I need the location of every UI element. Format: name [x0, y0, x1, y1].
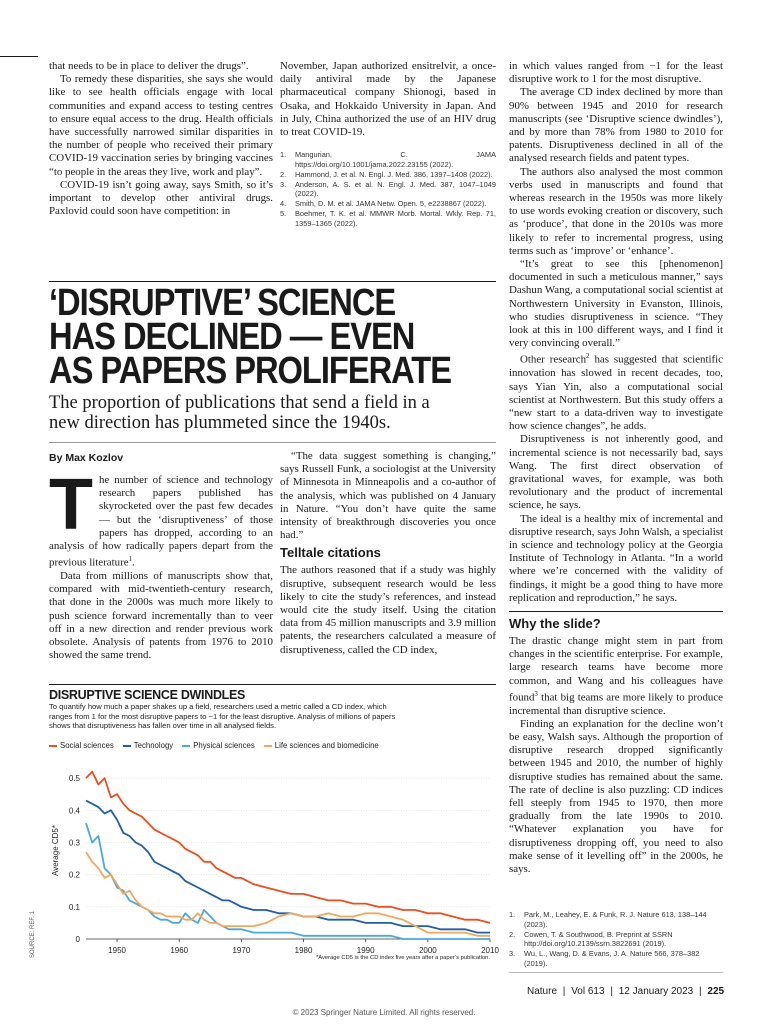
reference-list-article	[509, 910, 723, 969]
reference-list-top	[280, 150, 496, 228]
headline-line: AS PAPERS PROLIFERATE	[49, 350, 452, 392]
page-footer: Nature | Vol 613 | 12 January 2023 | 225	[527, 986, 725, 997]
chart-legend	[49, 741, 388, 750]
article-headline	[49, 282, 452, 392]
legend-item	[182, 741, 255, 750]
continued-column-middle	[280, 60, 496, 229]
reference-item: 3. Wu, L., Wang, D. & Evans, J. A. Nature 566, 378–382 (2019).	[509, 949, 700, 968]
continued-paragraph: COVID-19 isn’t going away, says Smith, so it’s important to develop other antiviral drugs. Paxlovid could soon have competition: in	[49, 178, 273, 218]
journal-name: Nature	[527, 986, 558, 997]
page-number: 225	[707, 986, 725, 997]
article-column-middle	[280, 450, 496, 657]
figure-footnote: *Average CD5 is the CD index five years after a paper’s publication.	[316, 955, 491, 961]
reference-item: 2. Hammond, J. et al. N. Engl. J. Med. 386, 1397–1408 (2022).	[280, 169, 493, 179]
continued-paragraph: that needs to be in place to deliver the drugs”.	[49, 60, 249, 72]
continued-paragraph: To remedy these disparities, she says she would like to see health officials engage with local communities and expand access to testing centres to ensure equal access to the drug. Health officials have successfully narrowed similar disparities in the number of people who received their primary COVID-19 vaccination series by bringing vaccines “to people in the areas they live, work and play”.	[49, 73, 273, 178]
x-tick-label: 1980	[294, 946, 313, 955]
body-paragraph: Other research$^2$ has suggested that scientific innovation has slowed in recent decades, too, says Yian Yin, also a computational social scientist at Northwestern. But this study offers a “new start to a data-driven way to investigate how science changes”, he adds.	[509, 352, 723, 433]
section-heading: Why the slide?	[509, 611, 723, 632]
disruptiveness-chart	[44, 752, 499, 984]
copyright-notice: © 2023 Springer Nature Limited. All rights reserved.	[292, 1008, 476, 1017]
article-column-right	[509, 60, 723, 876]
footer-rule	[509, 972, 723, 973]
continued-paragraph: November, Japan authorized ensitrelvir, a once-daily antiviral made by the Japanese pharmaceutical company Shionogi, based in Osaka, and Hokkaido University in Japan. And in July, China authorized the use of an HIV drug to treat COVID-19.	[280, 60, 496, 139]
y-tick-label: 0.5	[68, 774, 80, 784]
body-paragraph: Finding an explanation for the decline won’t be easy, Walsh says. Although the proportion of disruptive research dropped significantly between 1945 and 2010, the number of highly disruptive studies has remained about the same. The rate of decline is also puzzling: CD indices fell steeply from 1945 to 1970, then more gradually from the late 1990s to 2010. “Whatever explanation you have for disruptiveness dropping off, you need to also make sense of it levelling off” in the 2000s, he says.	[509, 717, 723, 876]
legend-label: Technology	[133, 741, 174, 750]
byline: By Max Kozlov	[49, 452, 124, 464]
x-tick-label: 2000	[418, 946, 437, 955]
series-line	[86, 772, 490, 923]
issue-date: 12 January 2023	[618, 986, 694, 997]
legend-swatch	[264, 745, 272, 747]
standfirst: The proportion of publications that send a field in a new direction has plummeted since the 1940s.	[49, 393, 430, 433]
figure-source: SOURCE: REF. 1	[30, 910, 36, 958]
drop-cap: T	[49, 465, 93, 545]
x-tick-label: 1950	[108, 946, 126, 955]
y-tick-label: 0	[75, 935, 80, 944]
x-tick-label: 1960	[170, 946, 189, 955]
legend-swatch	[49, 745, 57, 747]
body-paragraph: Disruptiveness is not inherently good, and incremental science is not necessarily bad, says Wang. The first direct observation of gravitational waves, for example, was both revolutionary and the product of incremental science, he says.	[509, 433, 723, 512]
x-tick-label: 1990	[356, 946, 375, 955]
section-heading: Telltale citations	[280, 545, 381, 561]
reference-item: 5. Boehmer, T. K. et al. MMWR Morb. Mortal. Wkly. Rep. 71, 1359–1365 (2022).	[280, 209, 496, 228]
lead-paragraph: The number of science and technology research papers published has skyrocketed over the past few decades — but the ‘disruptiveness’ of those papers has dropped, according to an analysis of how radically papers depart from the previous literature$^1$.	[49, 465, 273, 569]
reference-item: 1. Park, M., Leahey, E. & Funk, R. J. Nature 613, 138–144 (2023).	[509, 910, 707, 929]
y-tick-label: 0.2	[68, 870, 80, 880]
body-paragraph: The ideal is a healthy mix of incremental and disruptive research, says John Walsh, a specialist in science and technology policy at the Georgia Institute of Technology in Atlanta. “In a world where we’re concerned with the validity of findings, it might be a good thing to have more replication and reproduction,” he says.	[509, 512, 723, 604]
body-paragraph: The authors also analysed the most common verbs used in manuscripts and found that whereas research in the 1950s was more likely to use words evoking creation or discovery, such as ‘produce’, that done in the 2010s was more likely to refer to incremental progress, using terms such as ‘improve’ or ‘enhance’.	[509, 165, 723, 257]
y-tick-label: 0.4	[68, 806, 80, 816]
body-paragraph: “It’s great to see this [phenomenon] documented in such a meticulous manner,” says Dashun Wang, a computational social scientist at Northwestern University in Evanston, Illinois, who studies disruptiveness in science. “They look at this in 100 different ways, and I find it very convincing overall.”	[509, 258, 723, 350]
continued-column-left	[49, 60, 273, 218]
headline-line: ‘DISRUPTIVE’ SCIENCE	[49, 282, 396, 324]
body-paragraph: The average CD index declined by more than 90% between 1945 and 2010 for research manuscripts (see ‘Disruptive science dwindles’), and by more than 78% from 1980 to 2010 for patents. Disruptiveness declined in all of the analysed research fields and patent types.	[509, 86, 723, 165]
body-paragraph: in which values ranged from −1 for the least disruptive work to 1 for the most disruptive.	[509, 60, 723, 86]
legend-swatch	[182, 745, 190, 747]
article-column-left	[49, 465, 273, 662]
reference-item: 2. Cowen, T. & Southwood, B. Preprint at SSRN http://doi.org/10.2139/ssrn.3822691 (2019).	[509, 929, 673, 949]
reference-item: 4. Smith, D. M. et al. JAMA Netw. Open. 5, e2238867 (2022).	[280, 199, 487, 209]
x-tick-label: 2010	[481, 946, 499, 955]
x-tick-label: 1970	[232, 946, 251, 955]
body-paragraph: The drastic change might stem in part from changes in the scientific enterprise. For example, large research teams have become more common, and Wang and his colleagues have found$^3$ that big teams are more likely to produce incremental than disruptive science.	[509, 634, 723, 717]
y-axis-label: Average CD5*	[51, 825, 60, 876]
y-tick-label: 0.3	[68, 838, 80, 848]
body-paragraph: Data from millions of manuscripts show that, compared with mid-twentieth-century research, that done in the 2000s was much more likely to push science forward incrementally than to veer off in a new direction and render previous work obsolete. Analysis of patents from 1976 to 2010 showed the same trend.	[49, 570, 273, 662]
body-paragraph: The authors reasoned that if a study was highly disruptive, subsequent research would be less likely to cite the study’s references, and instead would cite the study itself. Using the citation data from 45 million manuscripts and 3.9 million patents, the researchers calculated a measure of disruptiveness, called the CD index,	[280, 564, 496, 656]
y-tick-label: 0.1	[68, 902, 80, 912]
body-paragraph: “The data suggest something is changing,” says Russell Funk, a sociologist at the University of Minnesota in Minneapolis and a co-author of the analysis, which was published on 4 January in Nature. “You don’t have quite the same intensity of breakthrough discoveries you once had.”	[280, 450, 496, 542]
reference-item: 3. Anderson, A. S. et al. N. Engl. J. Med. 387, 1047–1049 (2022).	[280, 179, 496, 199]
figure-caption: To quantify how much a paper shakes up a field, researchers used a metric called a CD index, which ranges from 1 for the most disruptive papers to −1 for the least disruptive. Analysis of millions of papers shows that disruptiveness has fallen over time in all analysed fields.	[49, 702, 396, 731]
legend-label: Life sciences and biomedicine	[274, 741, 379, 750]
figure-title: DISRUPTIVE SCIENCE DWINDLES	[49, 688, 246, 702]
top-left-margin-rule	[0, 56, 38, 57]
headline-line: HAS DECLINED — EVEN	[49, 316, 415, 358]
legend-label: Social sciences	[60, 741, 114, 750]
figure-rule	[49, 684, 496, 685]
legend-label: Physical sciences	[193, 741, 255, 750]
standfirst-rule	[49, 442, 496, 443]
reference-item: 1. Mangurian, C. JAMA https://doi.org/10.1001/jama.2022.23155 (2022).	[280, 150, 496, 170]
legend-item	[123, 741, 173, 750]
legend-item	[264, 741, 379, 750]
series-line	[86, 823, 490, 939]
volume: Vol 613	[571, 986, 605, 997]
legend-swatch	[123, 745, 131, 747]
legend-item	[49, 741, 114, 750]
